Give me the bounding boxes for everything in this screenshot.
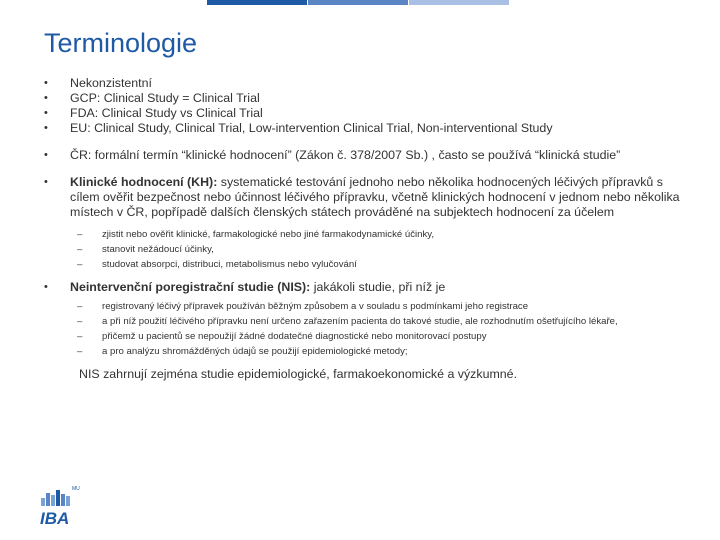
dash-marker: –	[77, 316, 83, 327]
bullet-item	[44, 76, 684, 91]
bullet-marker: •	[44, 107, 48, 119]
sub-item	[44, 299, 684, 314]
sub-item	[44, 227, 684, 242]
sub-item	[44, 344, 684, 359]
sub-text: studovat absorpci, distribuci, metabolismus nebo vylučování	[102, 259, 357, 270]
sub-item	[44, 257, 684, 272]
bullet-item	[44, 106, 684, 121]
bullet-marker: •	[44, 149, 48, 161]
kh-text: systematické testování jednoho nebo několika hodnocených léčivých přípravků s cílem ověřit bezpečnost nebo účinnost léčivého přípravku, včetně klinických hodnocení v jednom nebo několika místech v ČR, popřípadě dalších členských státech prováděné na subjektech hodnocení za účelem	[70, 175, 680, 219]
sub-text: a při níž použití léčivého přípravku není určeno zařazením pacienta do takové studie, ale rozhodnutím ošetřujícího lékaře,	[102, 316, 618, 327]
bullet-item-kh	[44, 175, 684, 220]
nis-label: Neintervenční poregistrační studie (NIS):	[70, 280, 311, 294]
logo-bars-icon	[41, 490, 70, 506]
sub-item	[44, 242, 684, 257]
sub-text: a pro analýzu shromážděných údajů se použijí epidemiologické metody;	[102, 346, 408, 357]
bullet-item	[44, 121, 684, 136]
sub-text: registrovaný léčivý přípravek používán běžným způsobem a v souladu s podmínkami jeho registrace	[102, 301, 529, 312]
bullet-text: GCP: Clinical Study = Clinical Trial	[70, 91, 260, 105]
bullet-text: EU: Clinical Study, Clinical Trial, Low-intervention Clinical Trial, Non-interventional Study	[70, 121, 553, 135]
sub-text: přičemž u pacientů se nepoužijí žádné dodatečné diagnostické nebo monitorovací postupy	[102, 331, 487, 342]
kh-label: Klinické hodnocení (KH):	[70, 175, 218, 189]
dash-marker: –	[77, 301, 83, 312]
dash-marker: –	[77, 229, 83, 240]
dash-marker: –	[77, 259, 83, 270]
bullet-item-nis	[44, 280, 684, 295]
sub-item	[44, 329, 684, 344]
sub-text: zjistit nebo ověřit klinické, farmakologické nebo jiné farmakodynamické účinky,	[102, 229, 435, 240]
bullet-text: Nekonzistentní	[70, 76, 152, 90]
bullet-item	[44, 91, 684, 106]
iba-logo	[38, 482, 84, 528]
logo-iba-text: IBA	[40, 509, 70, 528]
bullet-item-cr	[44, 148, 684, 163]
bullet-marker: •	[44, 176, 48, 188]
slide-title: Terminologie	[44, 28, 198, 58]
nis-text: jakákoli studie, při níž je	[310, 280, 446, 294]
bullet-text: ČR: formální termín “klinické hodnocení” (Zákon č. 378/2007 Sb.) , často se používá “klinická studie”	[70, 148, 621, 162]
bullet-marker: •	[44, 281, 48, 293]
dash-marker: –	[77, 346, 83, 357]
sub-text: stanovit nežádoucí účinky,	[102, 244, 214, 255]
bullet-marker: •	[44, 122, 48, 134]
bullet-text: FDA: Clinical Study vs Clinical Trial	[70, 106, 263, 120]
logo-mu-text: MU	[72, 486, 80, 492]
dash-marker: –	[77, 331, 83, 342]
bullet-marker: •	[44, 77, 48, 89]
top-accent-bar-dark	[207, 0, 307, 5]
dash-marker: –	[77, 244, 83, 255]
top-accent-bar-light	[409, 0, 509, 5]
slide-content	[44, 76, 684, 382]
sub-item	[44, 314, 684, 329]
bullet-marker: •	[44, 92, 48, 104]
top-accent-bar-medium	[308, 0, 408, 5]
nis-note: NIS zahrnují zejména studie epidemiologické, farmakoekonomické a výzkumné.	[79, 367, 518, 381]
